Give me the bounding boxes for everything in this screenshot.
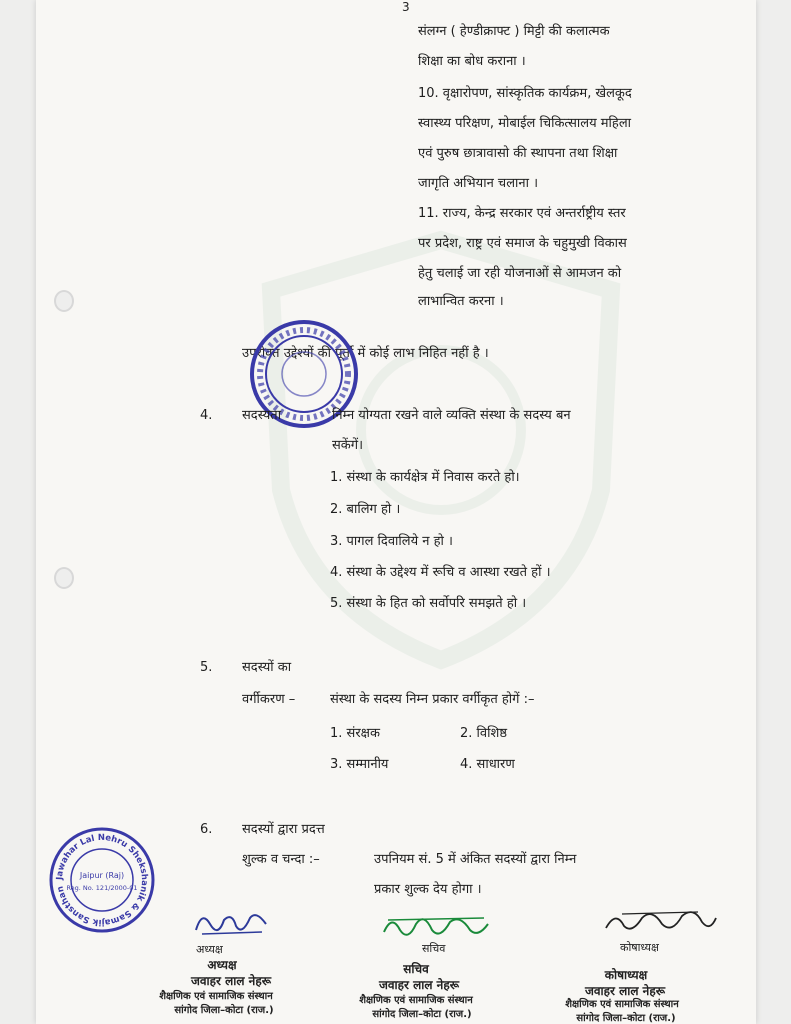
seal-city: Jaipur (Raj) — [79, 871, 125, 880]
president-org: जवाहर लाल नेहरू — [190, 974, 272, 988]
top-line-5: एवं पुरुष छात्रावासो की स्थापना तथा शिक्षा — [418, 146, 618, 161]
section-4-number: 4. — [200, 408, 213, 423]
president-title: अध्यक्ष — [207, 958, 237, 972]
section-6-number: 6. — [200, 822, 213, 837]
secretary-handwritten-label: सचिव — [422, 942, 446, 955]
section-5-heading-1: सदस्यों का — [242, 660, 292, 675]
top-line-10: लाभान्वित करना । — [418, 294, 504, 309]
document-page — [36, 0, 756, 1024]
seal-reg: Reg. No. 121/2000-01 — [66, 884, 138, 892]
treasurer-handwritten-label: कोषाध्यक्ष — [620, 941, 659, 954]
page-number: 3 — [402, 0, 410, 14]
section-5-text: संस्था के सदस्य निम्न प्रकार वर्गीकृत होगें :– — [330, 692, 535, 707]
top-line-3: 10. वृक्षारोपण, सांस्कृतिक कार्यक्रम, खेलकूद — [418, 86, 632, 101]
section-5-number: 5. — [200, 660, 213, 675]
top-line-4: स्वास्थ्य परिक्षण, मोबाईल चिकित्सालय महिला — [418, 116, 632, 131]
section-5-heading-2: वर्गीकरण – — [242, 692, 296, 707]
president-org-sub: शैक्षणिक एवं सामाजिक संस्थान — [159, 991, 273, 1002]
section-4-intro-cont: सकेंगें। — [332, 438, 364, 453]
section-6-text-1: उपनियम सं. 5 में अंकित सदस्यों द्वारा निम्न — [374, 852, 577, 867]
treasurer-place: सांगोद जिला–कोटा (राज.) — [576, 1013, 676, 1024]
top-line-6: जागृति अभियान चलाना । — [418, 176, 539, 191]
section-6-heading-2: शुल्क व चन्दा :– — [242, 852, 320, 867]
section-4-item-4: 4. संस्था के उद्देश्य में रूचि व आस्था रखते हों । — [330, 565, 551, 580]
section-6-text-2: प्रकार शुल्क देय होगा । — [374, 882, 482, 897]
top-line-8: पर प्रदेश, राष्ट्र एवं समाज के चहुमुखी विकास — [418, 236, 627, 251]
objective-note: उपरोक्त उद्देश्यों की पूर्ती में कोई लाभ निहित नहीं है । — [242, 346, 489, 361]
top-line-2: शिक्षा का बोध कराना । — [418, 54, 526, 69]
president-place: सांगोद जिला–कोटा (राज.) — [174, 1005, 274, 1016]
section-4-heading: सदस्यता — [242, 408, 282, 423]
punch-hole-bottom — [54, 567, 74, 589]
treasurer-signature-icon — [602, 904, 720, 940]
president-handwritten-label: अध्यक्ष — [196, 943, 223, 956]
treasurer-org-sub: शैक्षणिक एवं सामाजिक संस्थान — [565, 999, 679, 1010]
category-3: 3. सम्मानीय — [330, 757, 389, 772]
seal-ring-text: Jawahar Lal Nehru Shekshanik & Samajik Sansthan — [54, 832, 150, 928]
section-4-item-5: 5. संस्था के हित को सर्वोपरि समझते हो । — [330, 596, 527, 611]
secretary-title: सचिव — [403, 962, 429, 976]
secretary-org: जवाहर लाल नेहरू — [378, 978, 460, 992]
top-line-9: हेतु चलाई जा रही योजनाओं से आमजन को — [418, 266, 622, 281]
secretary-org-sub: शैक्षणिक एवं सामाजिक संस्थान — [359, 995, 473, 1006]
category-1: 1. संरक्षक — [330, 726, 380, 741]
section-4-item-2: 2. बालिग हो । — [330, 502, 401, 517]
punch-hole-top — [54, 290, 74, 312]
bottom-seal-icon — [48, 826, 156, 934]
treasurer-title: कोषाध्यक्ष — [604, 968, 648, 982]
section-6-heading-1: सदस्यों द्वारा प्रदत्त — [242, 822, 325, 837]
secretary-place: सांगोद जिला–कोटा (राज.) — [372, 1009, 472, 1020]
category-4: 4. साधारण — [460, 757, 515, 772]
section-4-intro: निम्न योग्यता रखने वाले व्यक्ति संस्था के सदस्य बन — [332, 408, 571, 423]
treasurer-org: जवाहर लाल नेहरू — [584, 984, 666, 998]
president-signature-icon — [192, 906, 272, 940]
category-2: 2. विशिष्ठ — [460, 726, 507, 741]
section-4-item-3: 3. पागल दिवालिये न हो । — [330, 534, 453, 549]
section-4-item-1: 1. संस्था के कार्यक्षेत्र में निवास करते हो। — [330, 470, 520, 485]
top-line-1: संलग्न ( हेण्डीक्राफ्ट ) मिट्टी की कलात्मक — [418, 24, 610, 39]
top-line-7: 11. राज्य, केन्द्र सरकार एवं अन्तर्राष्ट्रीय स्तर — [418, 206, 626, 221]
